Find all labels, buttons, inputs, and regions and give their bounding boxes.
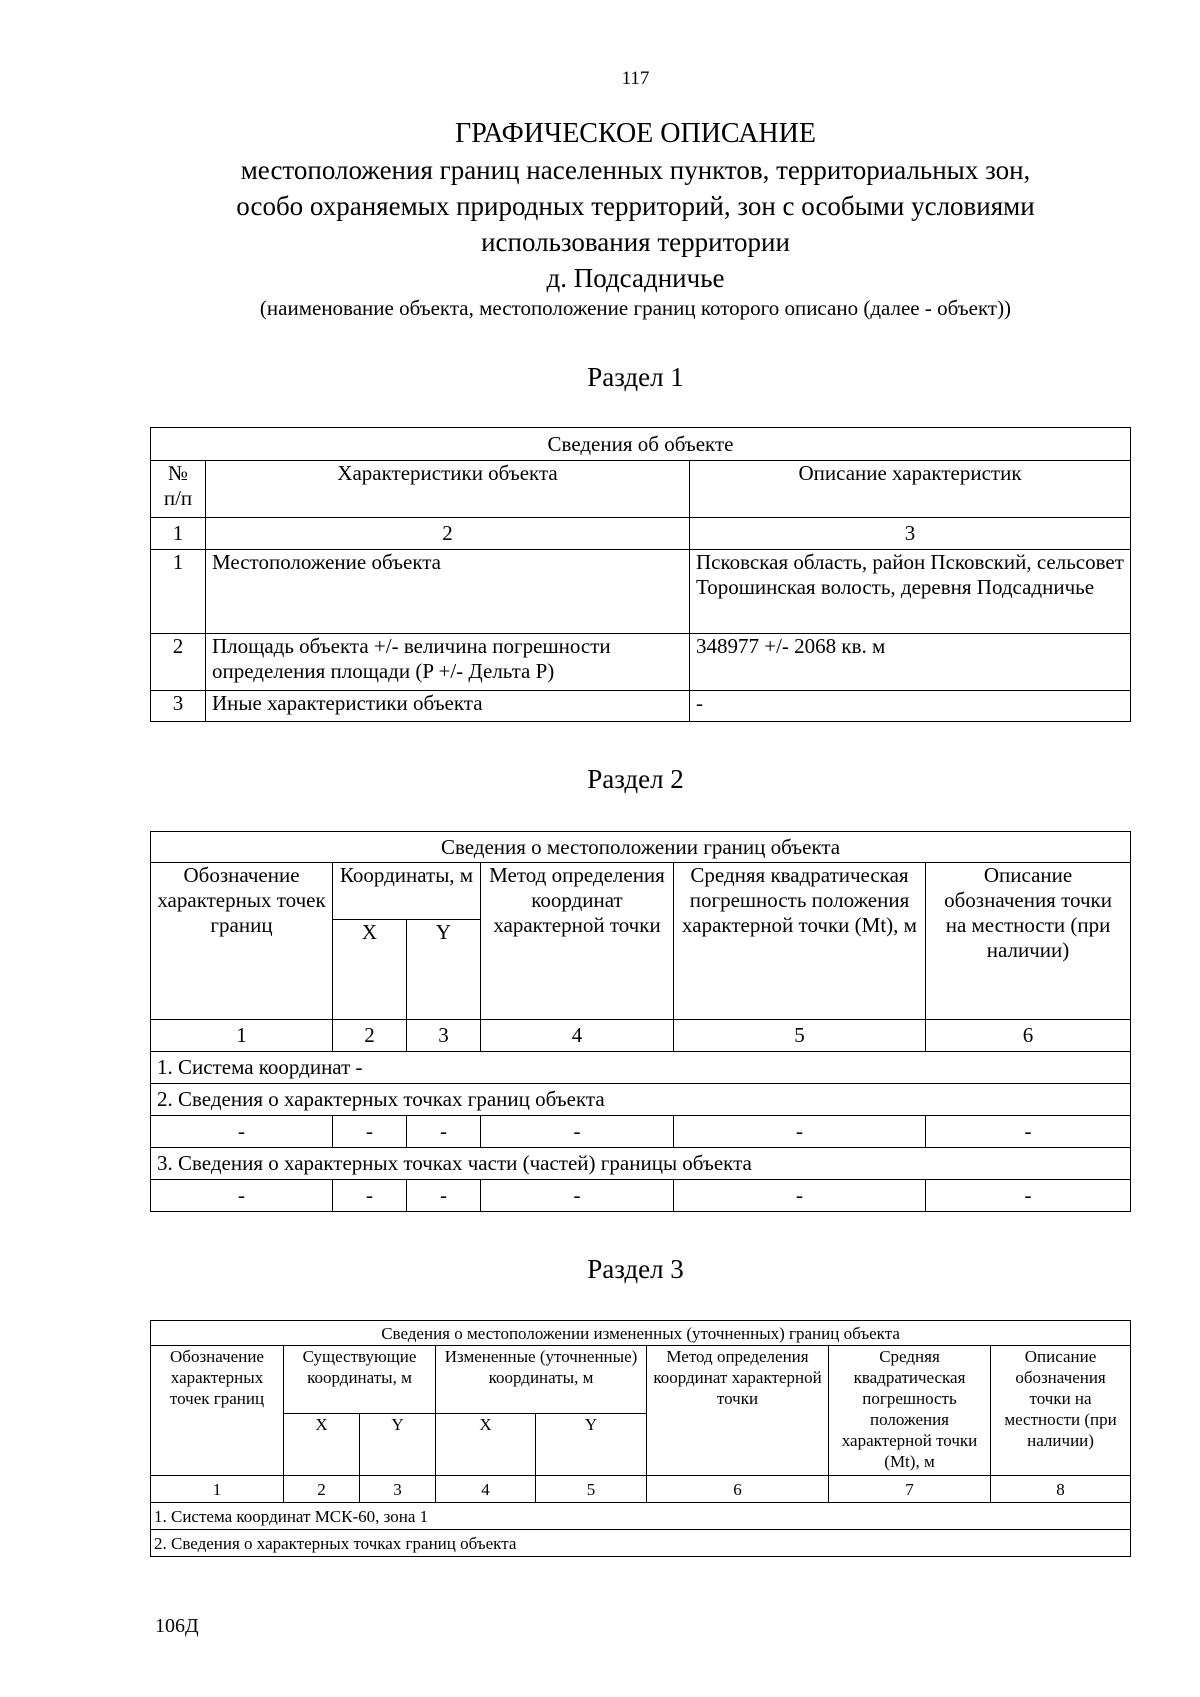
header-y: Y	[407, 920, 481, 1020]
header-x: X	[333, 920, 407, 1020]
points-section-row: 2. Сведения о характерных точках границ объекта	[151, 1084, 1131, 1116]
row-value: Псковская область, район Псковский, сельсовет Торошинская волость, деревня Подсадничье	[690, 550, 1131, 634]
table-row	[151, 550, 1131, 634]
column-number: 4	[436, 1476, 536, 1503]
column-number: 2	[284, 1476, 360, 1503]
header-description: Описание характеристик	[690, 461, 1131, 518]
section2-title: Раздел 2	[587, 764, 684, 794]
header-x-changed: X	[436, 1414, 536, 1476]
column-number: 8	[991, 1476, 1131, 1503]
table-cell: -	[151, 1180, 333, 1212]
points-section-row: 2. Сведения о характерных точках границ объекта	[151, 1530, 1131, 1557]
column-number: 4	[481, 1020, 674, 1052]
document-subtitle-line-1: местоположения границ населенных пунктов, территориальных зон,	[240, 155, 1031, 185]
row-value: 348977 +/- 2068 кв. м	[690, 634, 1131, 691]
header-error: Средняя квадратическая погрешность положения характерной точки (Mt), м	[674, 863, 926, 1020]
section1-title: Раздел 1	[587, 362, 684, 392]
section2-table-title: Сведения о местоположении границ объекта	[151, 832, 1131, 863]
header-characteristics: Характеристики объекта	[206, 461, 690, 518]
row-number: 2	[151, 634, 206, 691]
column-number: 2	[206, 518, 690, 550]
column-number: 6	[926, 1020, 1131, 1052]
table-cell: -	[407, 1116, 481, 1148]
header-coordinates: Координаты, м	[333, 863, 481, 920]
header-y-changed: Y	[536, 1414, 647, 1476]
table-cell: -	[481, 1180, 674, 1212]
table-row	[151, 1116, 1131, 1148]
column-number: 6	[647, 1476, 829, 1503]
column-number: 7	[829, 1476, 991, 1503]
row-characteristic: Иные характеристики объекта	[206, 691, 690, 722]
header-changed-coordinates: Измененные (уточненные) координаты, м	[436, 1346, 647, 1414]
row-characteristic: Площадь объекта +/- величина погрешности определения площади (P +/- Дельта P)	[206, 634, 690, 691]
footer-document-code: 106Д	[155, 1615, 199, 1637]
column-number: 3	[360, 1476, 436, 1503]
header-error: Средняя квадратическая погрешность положения характерной точки (Mt), м	[829, 1346, 991, 1476]
header-method: Метод определения координат характерной точки	[647, 1346, 829, 1476]
page-number: 117	[621, 68, 650, 89]
header-y-existing: Y	[360, 1414, 436, 1476]
header-method: Метод определения координат характерной точки	[481, 863, 674, 1020]
document-subtitle-line-3: использования территории	[481, 227, 790, 257]
column-number: 5	[674, 1020, 926, 1052]
object-name-note: (наименование объекта, местоположение границ которого описано (далее - объект))	[259, 296, 1012, 320]
document-subtitle-line-2: особо охраняемых природных территорий, зон с особыми условиями	[236, 191, 1035, 221]
document-title: ГРАФИЧЕСКОЕ ОПИСАНИЕ	[455, 118, 816, 149]
table-row	[151, 634, 1131, 691]
table-cell: -	[481, 1116, 674, 1148]
table-cell: -	[151, 1116, 333, 1148]
section2-table	[150, 831, 1131, 1212]
object-name: д. Подсадничье	[546, 263, 725, 293]
section3-table	[150, 1320, 1131, 1557]
table-cell: -	[926, 1180, 1131, 1212]
row-value: -	[690, 691, 1131, 722]
header-points: Обозначение характерных точек границ	[151, 1346, 284, 1476]
row-number: 3	[151, 691, 206, 722]
parts-section-row: 3. Сведения о характерных точках части (частей) границы объекта	[151, 1148, 1131, 1180]
header-number: № п/п	[151, 461, 206, 518]
table-cell: -	[674, 1116, 926, 1148]
section3-table-title: Сведения о местоположении измененных (уточненных) границ объекта	[151, 1321, 1131, 1346]
row-characteristic: Местоположение объекта	[206, 550, 690, 634]
table-row	[151, 1180, 1131, 1212]
header-x-existing: X	[284, 1414, 360, 1476]
coordinate-system-row: 1. Система координат -	[151, 1052, 1131, 1084]
table-row	[151, 691, 1131, 722]
table-cell: -	[333, 1116, 407, 1148]
column-number: 2	[333, 1020, 407, 1052]
row-number: 1	[151, 550, 206, 634]
column-number: 1	[151, 518, 206, 550]
column-number: 1	[151, 1020, 333, 1052]
header-point-description: Описание обозначения точки на местности (при наличии)	[926, 863, 1131, 1020]
column-number: 3	[690, 518, 1131, 550]
column-number: 5	[536, 1476, 647, 1503]
section3-title: Раздел 3	[587, 1254, 684, 1284]
column-number: 1	[151, 1476, 284, 1503]
header-points: Обозначение характерных точек границ	[151, 863, 333, 1020]
table-cell: -	[407, 1180, 481, 1212]
column-number: 3	[407, 1020, 481, 1052]
section1-table	[150, 427, 1131, 722]
header-point-description: Описание обозначения точки на местности (при наличии)	[991, 1346, 1131, 1476]
table-cell: -	[926, 1116, 1131, 1148]
table-cell: -	[674, 1180, 926, 1212]
table-cell: -	[333, 1180, 407, 1212]
section1-table-title: Сведения об объекте	[151, 428, 1131, 461]
header-existing-coordinates: Существующие координаты, м	[284, 1346, 436, 1414]
coordinate-system-row: 1. Система координат МСК-60, зона 1	[151, 1503, 1131, 1530]
